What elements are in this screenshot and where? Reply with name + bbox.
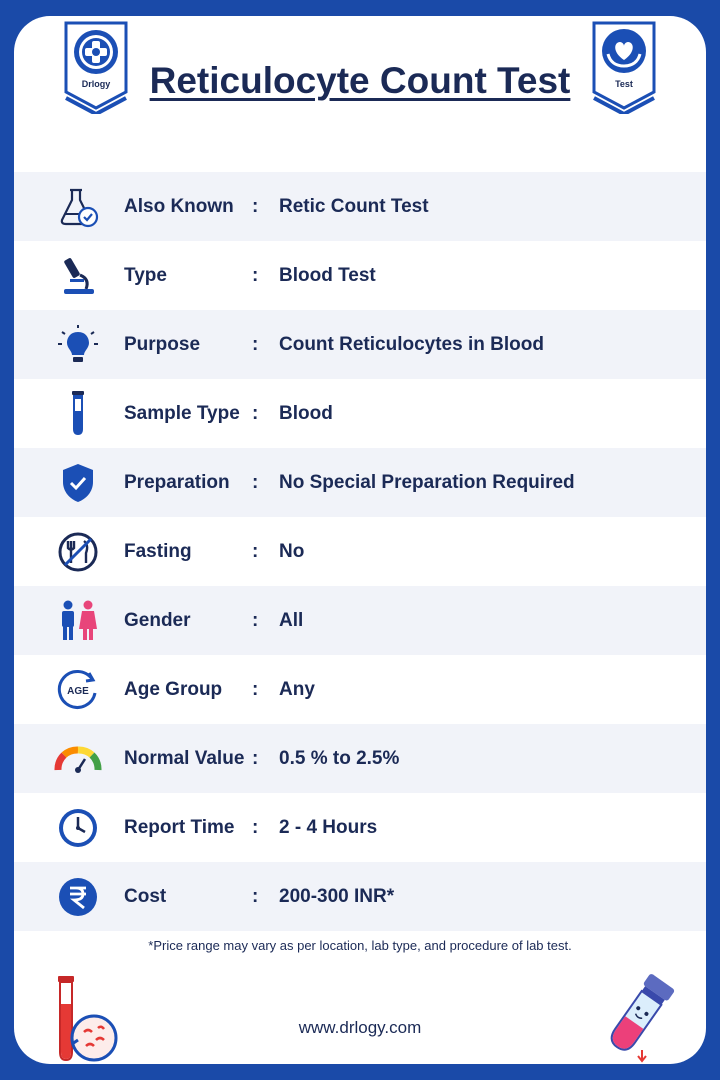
lightbulb-icon [54,324,102,366]
row-label: Gender [124,609,191,631]
row-label: Type [124,264,167,286]
drlogy-badge [62,20,130,114]
microscope-icon [54,255,102,297]
medical-cross-icon [62,20,130,114]
info-row-gender [14,586,706,655]
row-label: Age Group [124,678,223,700]
row-colon: : [252,678,259,700]
row-label: Normal Value [124,747,245,769]
row-colon: : [252,333,259,355]
info-card [14,16,706,1064]
row-value: 2 - 4 Hours [279,816,378,838]
row-colon: : [252,402,259,424]
row-colon: : [252,264,259,286]
clock-icon [54,807,102,849]
row-colon: : [252,747,259,769]
row-colon: : [252,195,259,217]
row-value: 0.5 % to 2.5% [279,747,400,769]
shield-check-icon [54,462,102,504]
row-label: Sample Type [124,402,240,424]
row-value: No Special Preparation Required [279,471,575,493]
rupee-icon [54,876,102,918]
no-food-icon [54,531,102,573]
test-tube-icon [54,393,102,435]
info-row-also-known [14,172,706,241]
gender-icon [54,600,102,642]
row-value: 200-300 INR* [279,885,395,907]
info-row-type [14,241,706,310]
row-colon: : [252,816,259,838]
flask-check-icon [54,186,102,228]
badge-right-label: Test [615,79,633,89]
page-title: Reticulocyte Count Test [149,60,571,101]
svg-text:AGE: AGE [67,686,89,697]
sample-vial-icon [592,974,684,1064]
info-row-cost [14,862,706,931]
row-label: Purpose [124,333,201,355]
badge-left-label: Drlogy [81,79,111,89]
row-value: Retic Count Test [279,195,429,217]
row-value: Count Reticulocytes in Blood [279,333,544,355]
row-label: Also Known [124,195,234,217]
row-label: Cost [124,885,167,907]
row-value: Any [279,678,315,700]
website-link[interactable]: www.drlogy.com [298,1018,422,1037]
row-value: All [279,609,304,631]
row-colon: : [252,609,259,631]
row-colon: : [252,471,259,493]
row-label: Preparation [124,471,230,493]
info-row-report-time [14,793,706,862]
row-colon: : [252,540,259,562]
row-value: No [279,540,305,562]
hands-heart-icon [590,20,658,114]
test-badge [590,20,658,114]
info-table [14,172,706,931]
row-label: Report Time [124,816,235,838]
info-row-sample-type [14,379,706,448]
row-value: Blood Test [279,264,376,286]
gauge-icon [54,738,102,780]
info-row-age-group [14,655,706,724]
info-row-fasting [14,517,706,586]
row-value: Blood [279,402,333,424]
row-colon: : [252,885,259,907]
row-label: Fasting [124,540,192,562]
info-row-preparation [14,448,706,517]
info-row-normal-value [14,724,706,793]
info-row-purpose [14,310,706,379]
price-footnote: *Price range may vary as per location, lab type, and procedure of lab test. [148,938,572,953]
age-icon [54,669,102,711]
